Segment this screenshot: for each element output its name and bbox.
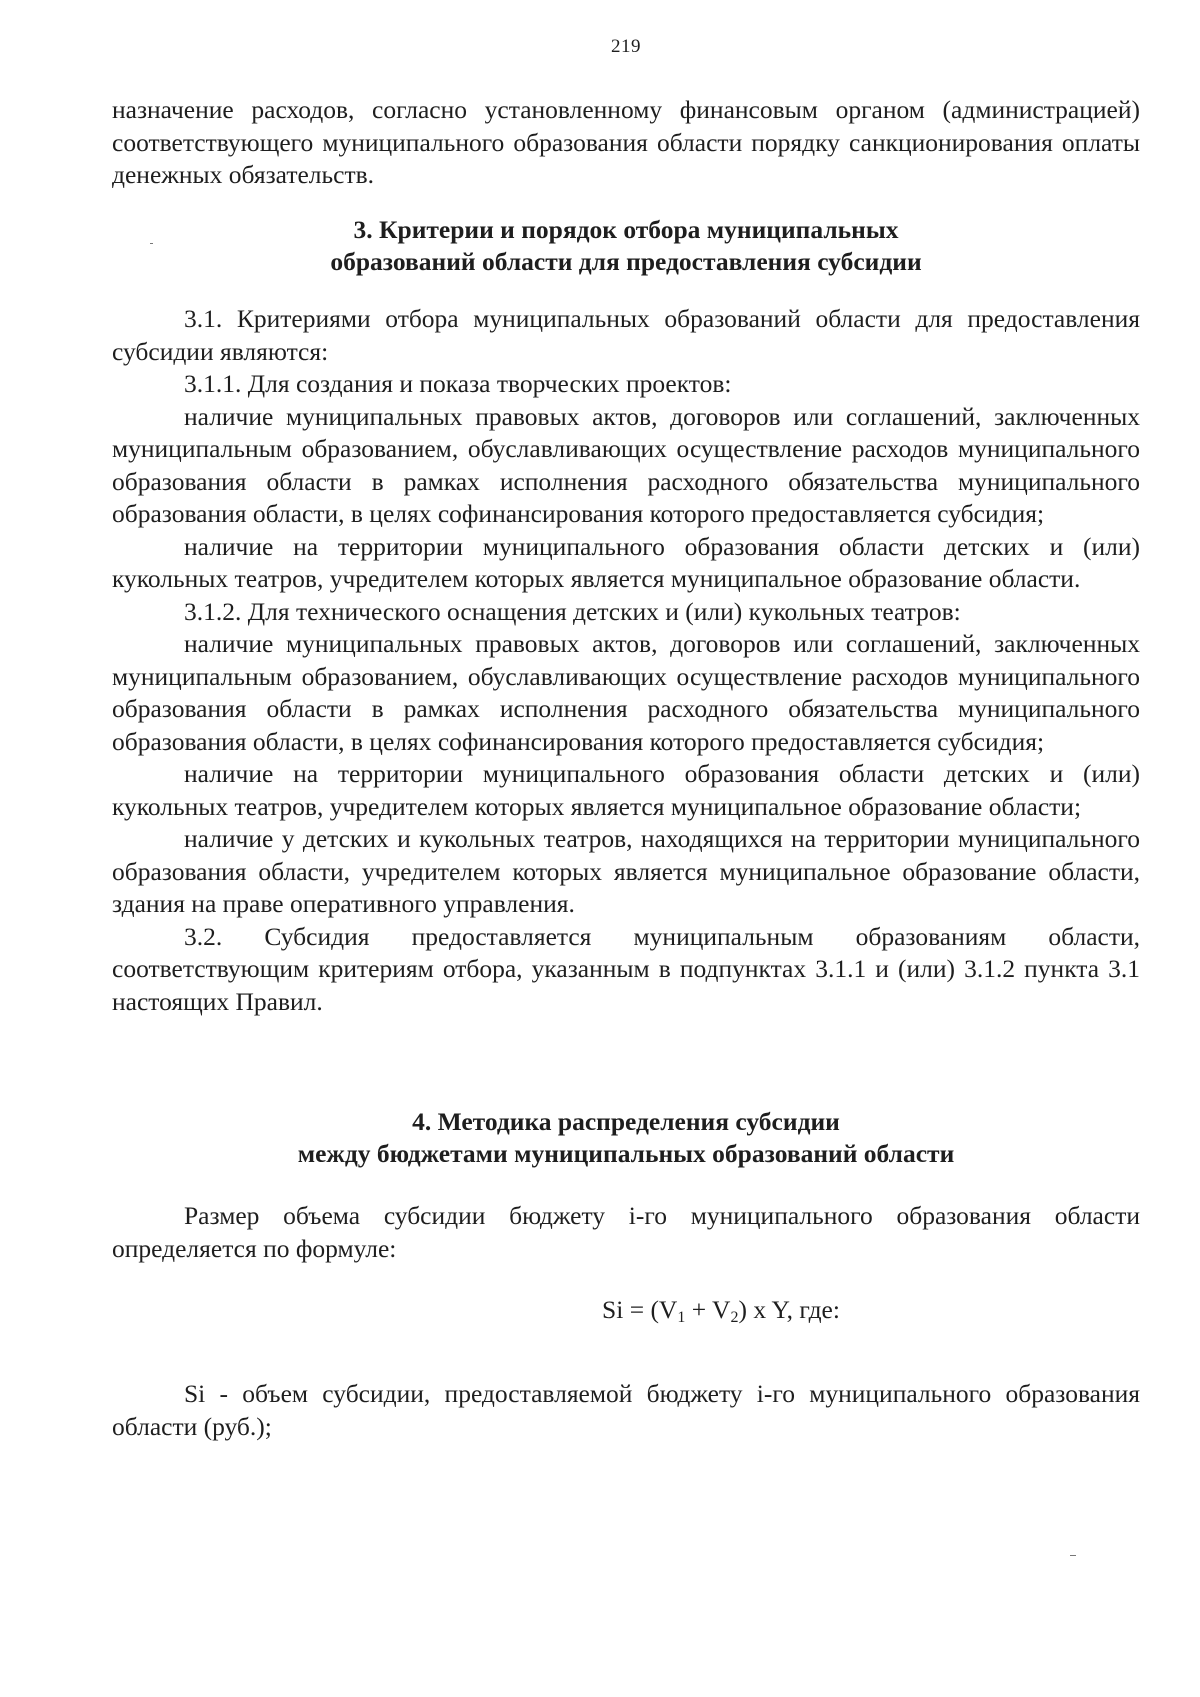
formula-plus: + V — [685, 1295, 731, 1324]
formula-rest: ) x Y, где: — [738, 1295, 840, 1324]
formula-sub-1: 1 — [677, 1309, 686, 1326]
section-4-heading-line-2: между бюджетами муниципальных образований области — [297, 1139, 955, 1168]
paragraph-3-1-1-b: наличие на территории муниципального образования области детских и (или) кукольных театров, учредителем которых является муниципальное образование области. — [112, 531, 1140, 593]
section-3-heading — [112, 214, 1140, 278]
section-3-heading-line-2: образований области для предоставления субсидии — [330, 247, 922, 276]
formula-expression — [602, 1294, 840, 1326]
scan-speck — [1070, 1555, 1076, 1556]
paragraph-3-1-1-a: наличие муниципальных правовых актов, договоров или соглашений, заключенных муниципальным образованием, обуславливающих осуществление расходов муниципального образования области в рамках исполнения расходного обязательства муниципального образования области, в целях софинансирования которого предоставляется субсидия; — [112, 401, 1140, 528]
paragraph-intro: назначение расходов, согласно установленному финансовым органом (администрацией) соответствующего муниципального образования области порядку санкционирования оплаты денежных обязательств. — [112, 95, 1140, 189]
paragraph-3-1: 3.1. Критериями отбора муниципальных образований области для предоставления субсидии являются: — [112, 304, 1140, 366]
section-3-heading-line-1: 3. Критерии и порядок отбора муниципальных — [353, 215, 899, 244]
section-4-heading-line-1: 4. Методика распределения субсидии — [412, 1107, 840, 1136]
page-number: 219 — [611, 36, 641, 57]
paragraph-3-1-1: 3.1.1. Для создания и показа творческих проектов: — [184, 369, 732, 398]
section-4-intro — [112, 1200, 1140, 1265]
paragraph-si-definition: Si - объем субсидии, предоставляемой бюджету i-го муниципального образования области (руб.); — [112, 1379, 1140, 1441]
intro-paragraph — [112, 94, 1140, 192]
section-3-body — [112, 303, 1140, 1018]
paragraph-formula-intro: Размер объема субсидии бюджету i-го муниципального образования области определяется по формуле: — [112, 1201, 1140, 1263]
paragraph-3-2: 3.2. Субсидия предоставляется муниципальным образованиям области, соответствующим критериям отбора, указанным в подпунктах 3.1.1 и (или) 3.1.2 пункта 3.1 настоящих Правил. — [112, 921, 1140, 1016]
paragraph-3-1-2-a: наличие муниципальных правовых актов, договоров или соглашений, заключенных муниципальным образованием, обуславливающих осуществление расходов муниципального образования области в рамках исполнения расходного обязательства муниципального образования области, в целях софинансирования которого предоставляется субсидия; — [112, 629, 1140, 756]
formula-sub-2: 2 — [730, 1309, 739, 1326]
formula — [112, 1294, 1140, 1326]
section-4-heading — [112, 1106, 1140, 1170]
section-4-definition — [112, 1378, 1140, 1443]
paragraph-3-1-2: 3.1.2. Для технического оснащения детских и (или) кукольных театров: — [184, 596, 961, 626]
paragraph-3-1-2-b: наличие на территории муниципального образования области детских и (или) кукольных театров, учредителем которых является муниципальное образование области; — [112, 759, 1140, 821]
formula-lhs: Si = (V — [602, 1295, 678, 1324]
scan-speck — [150, 243, 153, 244]
paragraph-3-1-2-c: наличие у детских и кукольных театров, находящихся на территории муниципального образования области, учредителем которых является муниципальное образование области, здания на праве оперативного управления. — [112, 824, 1140, 918]
